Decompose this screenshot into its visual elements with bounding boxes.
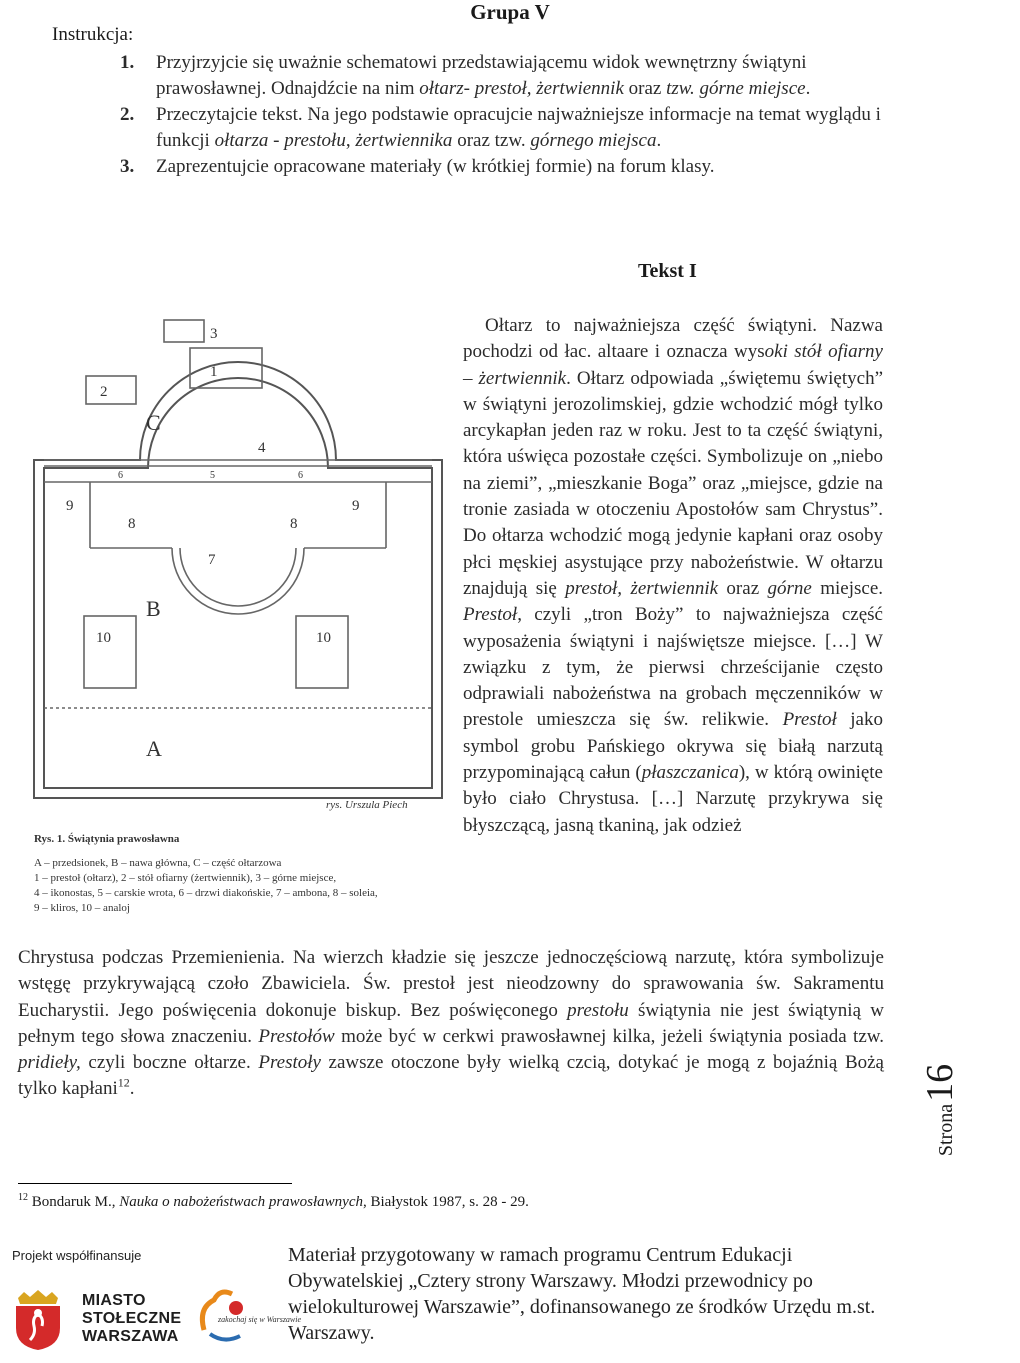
text-title: Tekst I	[638, 260, 697, 282]
plan-label-3: 3	[210, 326, 218, 342]
logo-base	[210, 1334, 240, 1340]
footnote-title: Nauka o nabożeństwach prawosławnych	[119, 1194, 363, 1210]
step-term: ołtarza - prestołu	[214, 130, 346, 151]
step-number: 1.	[120, 52, 135, 73]
text-column-full	[18, 945, 884, 1103]
zakochaj-logo-icon	[184, 1278, 302, 1358]
plan-label-7: 7	[208, 552, 216, 568]
footnote-ref[interactable]: 12	[117, 1076, 130, 1091]
plan-label-5: 5	[210, 470, 215, 481]
plan-labels	[66, 326, 360, 761]
plan-label-6-right: 6	[298, 470, 303, 481]
step-text: .	[805, 78, 811, 99]
page-number	[890, 1060, 990, 1160]
floor-plan-svg	[20, 300, 460, 960]
plan-label-10-left: 10	[96, 630, 111, 646]
diagram-author: rys. Urszula Piech	[326, 799, 408, 811]
text-term: Prestoł	[782, 709, 837, 731]
text-term: płaszczanica	[641, 762, 739, 784]
page-number-value: 16	[919, 1063, 961, 1102]
text-run: . Ołtarz odpowiada „świętemu świętych” w świątyni jerozolimskiej, gdzie wchodzić mógł tylko arcykapłan jeden raz w roku. Jest to ta część świątyni, która uświęca pozostałe części. Symbolizuje on „niebo na ziemi”, „mieszkanie Boga” oraz „miejsce, gdzie na tronie zasiada w otoczeniu Apostołów sam Chrystus”. Do ołtarza wchodzić mogą jedynie kapłani oraz osoby płci męskiej asystujące przy nabożeństwie. W ołtarzu znajdują się	[463, 367, 883, 599]
plan-label-b: B	[146, 596, 161, 621]
instruction-steps	[52, 50, 892, 180]
text-run: .	[129, 1078, 135, 1100]
footnote	[18, 1194, 529, 1211]
diagram-legend-line: 9 – kliros, 10 – analoj	[34, 902, 130, 914]
city-name	[82, 1292, 181, 1346]
city-line: MIASTO	[82, 1292, 146, 1309]
plan-analoj-left	[84, 616, 136, 688]
instruction-step-3	[52, 154, 892, 180]
logo-swirl	[202, 1292, 232, 1330]
text-run: jako symbol grobu Pańskiego okrywa się białą narzutą przypominającą całun (	[463, 709, 883, 784]
plan-ambo-inner	[180, 548, 296, 606]
instruction-step-1	[52, 50, 892, 102]
plan-analoj-right	[296, 616, 348, 688]
text-run: czyli boczne ołtarze.	[80, 1052, 259, 1074]
text-paragraph	[463, 313, 883, 839]
footnote-rest: , Białystok 1987, s. 28 - 29.	[363, 1194, 529, 1210]
step-text: ,	[345, 130, 356, 151]
footnote-rule	[18, 1183, 292, 1184]
plan-label-c: C	[146, 410, 161, 435]
logo-text: zakochaj się w Warszawie	[218, 1315, 302, 1324]
plan-outline	[34, 362, 442, 798]
step-number: 3.	[120, 156, 135, 177]
city-line: WARSZAWA	[82, 1328, 179, 1345]
plan-upper-place	[164, 320, 204, 342]
diagram-legend-line: 1 – prestoł (ołtarz), 2 – stół ofiarny (żertwiennik), 3 – górne miejsce,	[34, 872, 337, 884]
plan-label-9-left: 9	[66, 498, 74, 514]
church-floor-plan	[20, 300, 460, 960]
diagram-legend-line: 4 – ikonostas, 5 – carskie wrota, 6 – drzwi diakońskie, 7 – ambona, 8 – soleia,	[34, 887, 378, 899]
crest-head	[34, 1309, 42, 1317]
plan-label-8-left: 8	[128, 516, 136, 532]
logo-heart	[229, 1301, 243, 1315]
step-text: .	[656, 130, 662, 151]
text-term: oki stół ofiarny – żertwiennik	[463, 341, 883, 389]
instructions-label: Instrukcja:	[52, 24, 134, 45]
plan-outer-wall	[34, 362, 442, 798]
text-run: oraz	[718, 577, 768, 599]
plan-label-10-right: 10	[316, 630, 331, 646]
zakochaj-logo-svg	[184, 1278, 302, 1358]
step-text: oraz	[623, 78, 667, 99]
text-run: , czyli „tron Boży” to najważniejsza część wyposażenia świątyni i najświętsze miejsce. […] W związku z tym, że pierwsi chrześcijanie często odprawiali nabożeństwa na grobach męczenników w prestole umieszcza się św. relikwie.	[463, 604, 883, 731]
text-term: Prestołów	[258, 1025, 335, 1047]
page-number-rotated	[918, 1064, 962, 1156]
plan-inner-wall	[44, 378, 432, 788]
plan-label-4: 4	[258, 440, 266, 456]
plan-label-a: A	[146, 736, 162, 761]
footnote-number: 12	[18, 1192, 28, 1203]
plan-ambo	[172, 548, 304, 614]
text-run: miejsce.	[811, 577, 884, 599]
step-text: Zaprezentujcie opracowane materiały (w krótkiej formie) na forum klasy.	[156, 156, 715, 177]
plan-altar	[190, 348, 262, 388]
text-run: może być w cerkwi prawosławnej kilka, jeżeli świątynia posiada tzw.	[334, 1025, 884, 1047]
footer-text: Materiał przygotowany w ramach programu Centrum Edukacji Obywatelskiej „Cztery strony Warszawy. Młodzi przewodnicy po wielokulturowej Warszawie”, dofinansowanego ze środków Urzędu m.st. Warszawy.	[288, 1244, 876, 1344]
text-term: prestoł, żertwiennik	[565, 577, 719, 599]
step-term: górnego miejsca	[530, 130, 657, 151]
plan-table	[86, 376, 136, 404]
step-text: Przyjrzyjcie się uważnie schematowi przedstawiającemu widok wewnętrzny świątyni prawosławnej. Odnajdźcie na nim	[156, 52, 807, 99]
text-run: świątynia nie jest świątynią w pełnym tego słowa znaczeniu.	[18, 999, 884, 1047]
city-line: STOŁECZNE	[82, 1310, 182, 1327]
sponsor-label: Projekt współfinansuje	[12, 1248, 142, 1263]
diagram-legend-line: A – przedsionek, B – nawa główna, C – część ołtarzowa	[34, 857, 282, 869]
step-number: 2.	[120, 104, 135, 125]
instruction-step-2	[52, 102, 892, 154]
plan-label-8-right: 8	[290, 516, 298, 532]
diagram-caption-title: Rys. 1. Świątynia prawosławna	[34, 833, 180, 845]
plan-label-1: 1	[210, 364, 218, 380]
warsaw-crest-icon	[10, 1288, 66, 1352]
warsaw-crest-svg	[10, 1288, 66, 1352]
text-run: zawsze otoczone były wielką czcią, dotykać je mogą z bojaźnią Bożą tylko kapłani	[18, 1052, 884, 1100]
step-text: oraz tzw.	[452, 130, 531, 151]
crest-crown	[18, 1290, 58, 1304]
footnote-author: Bondaruk M.,	[28, 1194, 120, 1210]
text-run: Ołtarz to najważniejsza część świątyni. Nazwa pochodzi od łac. altaare i oznacza wys	[463, 315, 883, 363]
step-text: Przeczytajcie tekst. Na jego podstawie opracujcie najważniejsze informacje na temat wyglądu i funkcji	[156, 104, 881, 151]
plan-label-6-left: 6	[118, 470, 123, 481]
plan-label-2: 2	[100, 384, 108, 400]
text-run: Chrystusa podczas Przemienienia. Na wierzch kładzie się jeszcze jednoczęściową narzutę, która symbolizuje wstęgę przykrywającą czoło Zbawiciela. Św. prestoł jest nieodzowny do sprawowania św. Sakramentu Eucharystii. Jego poświęcenia dokonuje biskup. Bez poświęconego	[18, 947, 884, 1021]
text-term: pridieły,	[18, 1052, 81, 1074]
text-run: ), w którą owinięte było ciało Chrystusa. […] Narzutę przykrywa się błyszczącą, jasną tkaniną, jak odzież	[463, 762, 883, 836]
step-term: żertwiennika	[355, 130, 453, 151]
text-column-right	[463, 313, 883, 839]
text-term: Prestoł	[463, 604, 518, 626]
plan-label-9-right: 9	[352, 498, 360, 514]
page-number-label: Strona	[935, 1103, 957, 1157]
text-term: prestołu	[567, 999, 629, 1021]
text-term: górne	[767, 577, 812, 599]
step-term: tzw. górne miejsce	[666, 78, 806, 99]
text-paragraph	[18, 945, 884, 1103]
step-term: ołtarz- prestoł, żertwiennik	[419, 78, 624, 99]
text-term: Prestoły	[258, 1052, 321, 1074]
page-title: Grupa V	[470, 0, 550, 24]
